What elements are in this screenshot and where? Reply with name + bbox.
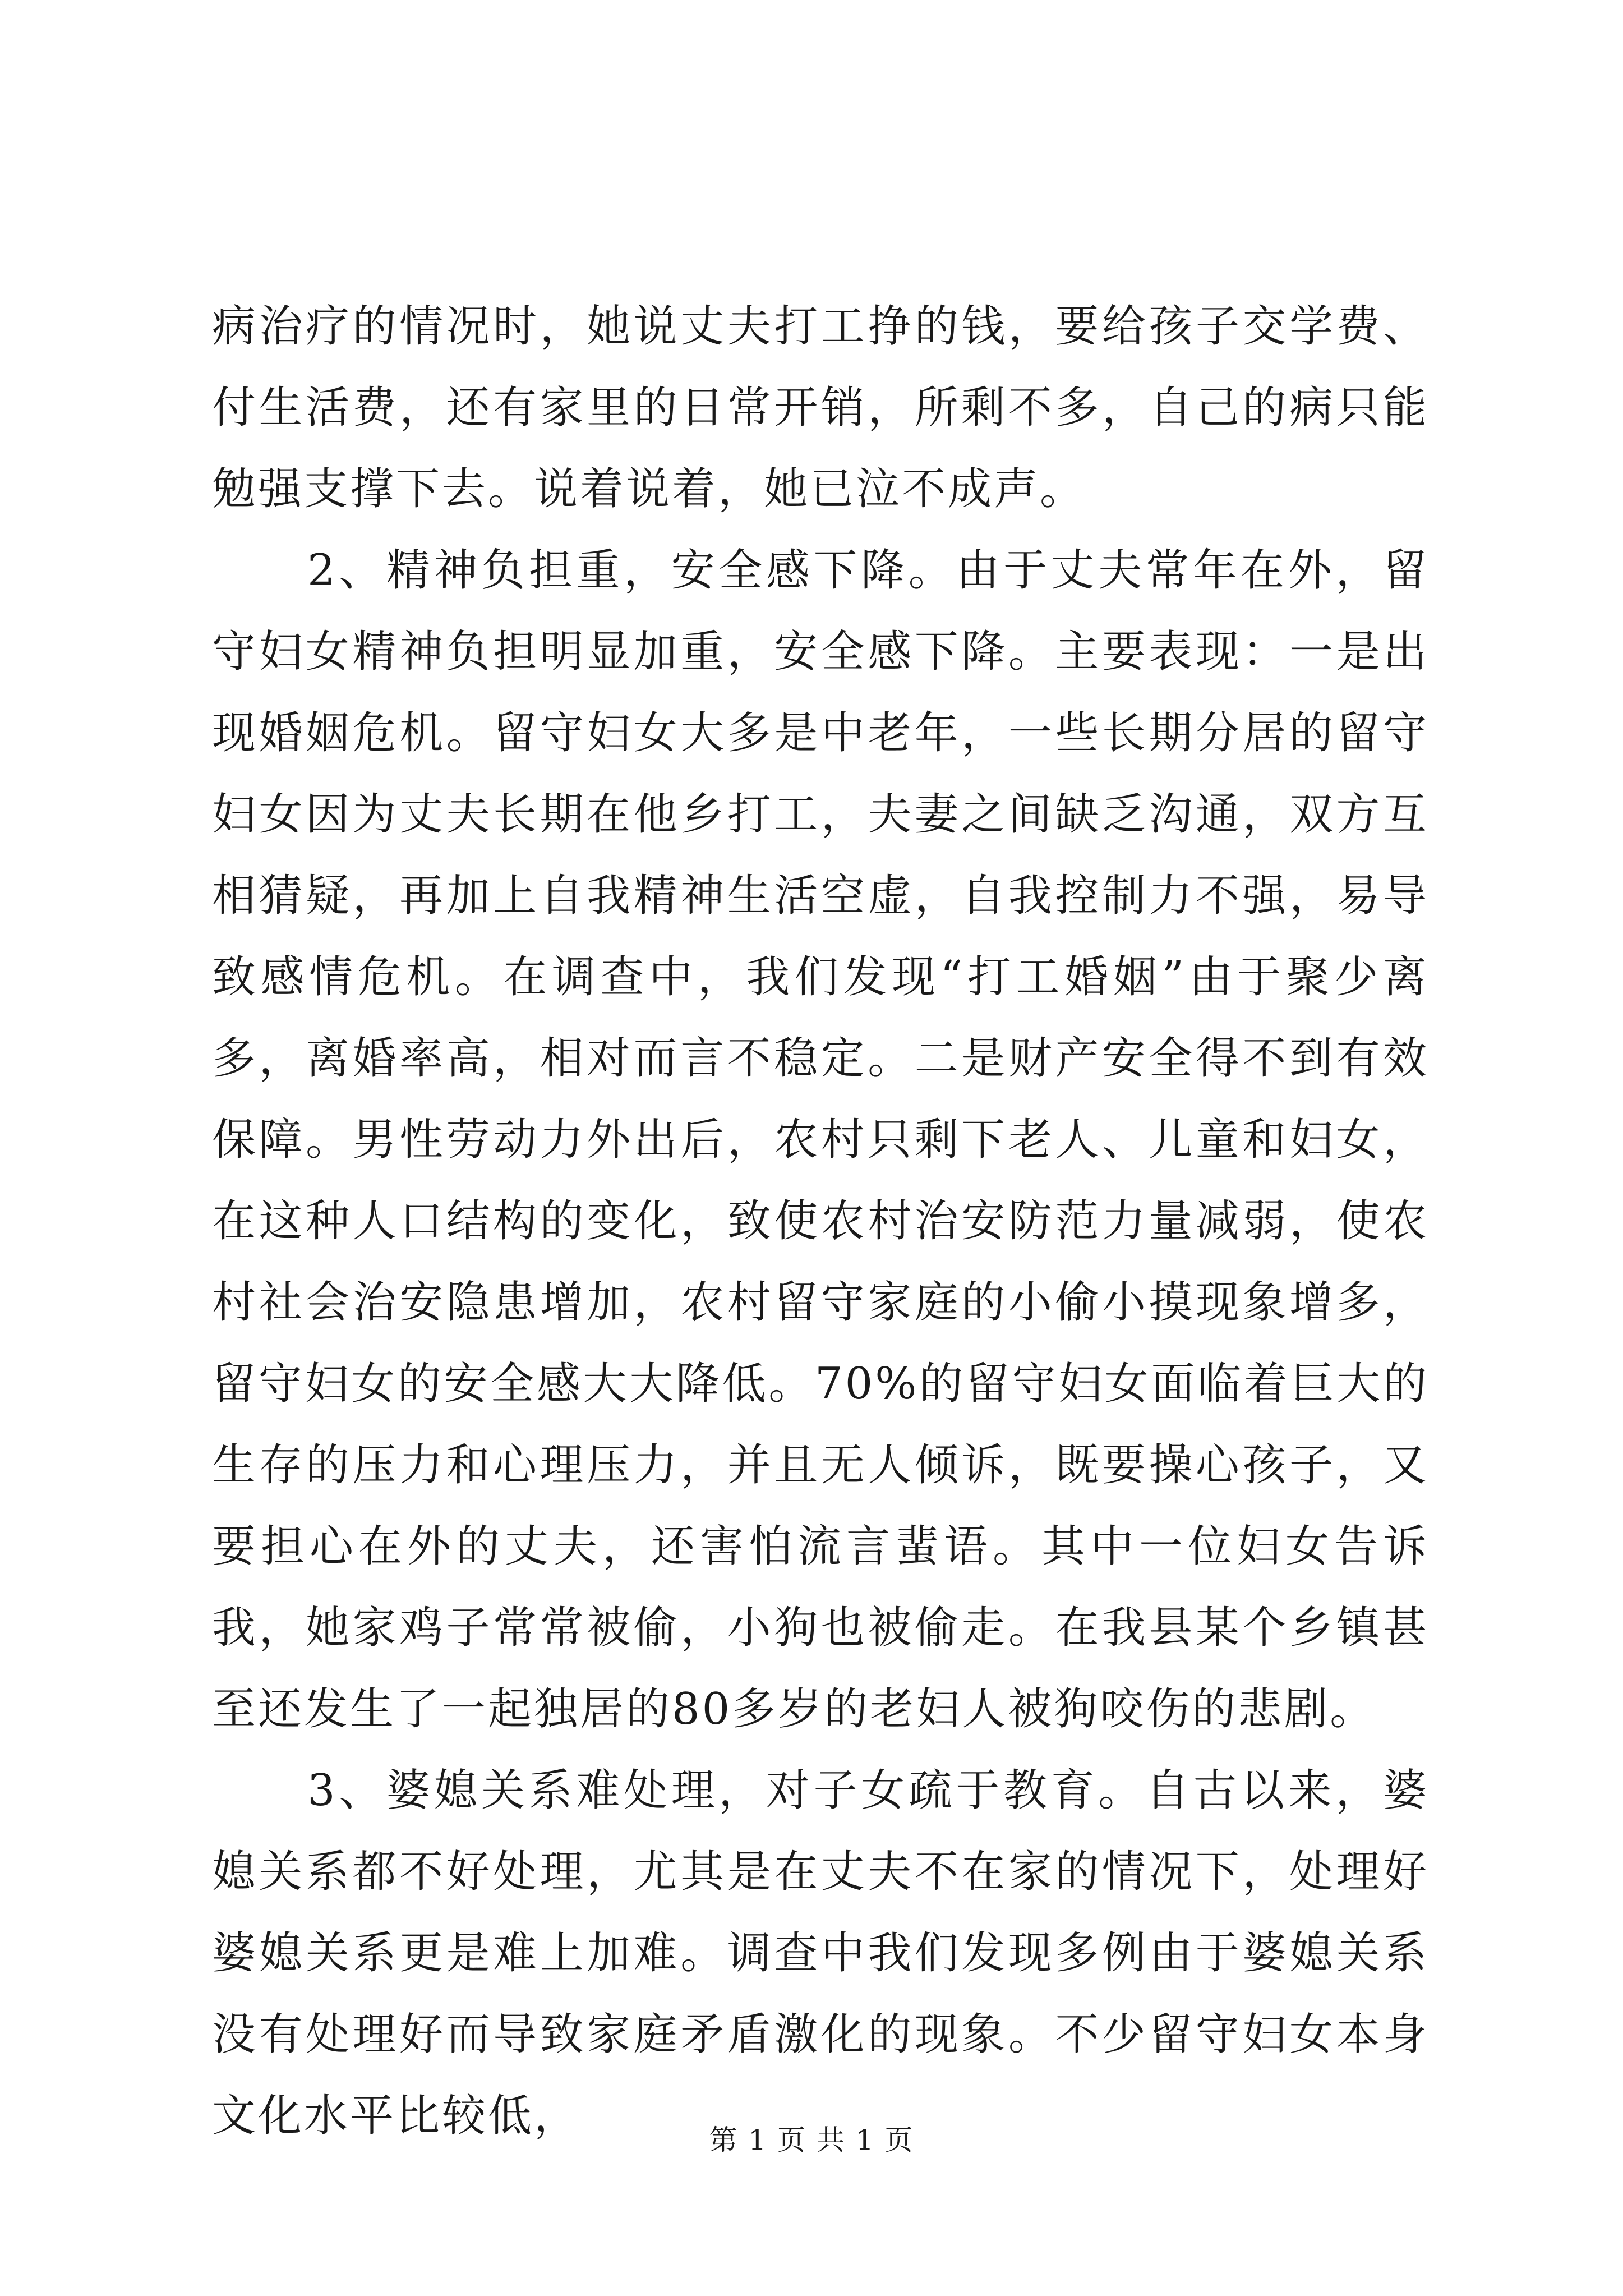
paragraph-1: 病治疗的情况时，她说丈夫打工挣的钱，要给孩子交学费、付生活费，还有家里的日常开销，所剩不多，自己的病只能勉强支撑下去。说着说着，她已泣不成声。 [212,301,1429,514]
paragraph-2: 2、精神负担重，安全感下降。由于丈夫常年在外，留守妇女精神负担明显加重，安全感下降。主要表现：一是出现婚姻危机。留守妇女大多是中老年，一些长期分居的留守妇女因为丈夫长期在他乡打工，夫妻之间缺乏沟通，双方互相猜疑，再加上自我精神生活空虚，自我控制力不强，易导致感情危机。在调查中，我们发现“打工婚姻”由于聚少离多，离婚率高，相对而言不稳定。二是财产安全得不到有效保障。男性劳动力外出后，农村只剩下老人、儿童和妇女，在这种人口结构的变化，致使农村治安防范力量减弱，使农村社会治安隐患增加，农村留守家庭的小偷小摸现象增多，留守妇女的安全感大大降低。70%的留守妇女面临着巨大的生存的压力和心理压力，并且无人倾诉，既要操心孩子，又要担心在外的丈夫，还害怕流言蜚语。其中一位妇女告诉我，她家鸡子常常被偷，小狗也被偷走。在我县某个乡镇甚至还发生了一起独居的80多岁的老妇人被狗咬伤的悲剧。 [212,545,1429,1734]
paragraph-3: 3、婆媳关系难处理，对子女疏于教育。自古以来，婆媳关系都不好处理，尤其是在丈夫不在家的情况下，处理好婆媳关系更是难上加难。调查中我们发现多例由于婆媳关系没有处理好而导致家庭矛盾激化的现象。不少留守妇女本身文化水平比较低， [212,1765,1429,2141]
page-footer: 第 1 页 共 1 页 [709,2124,914,2156]
document-body [212,286,1429,2157]
